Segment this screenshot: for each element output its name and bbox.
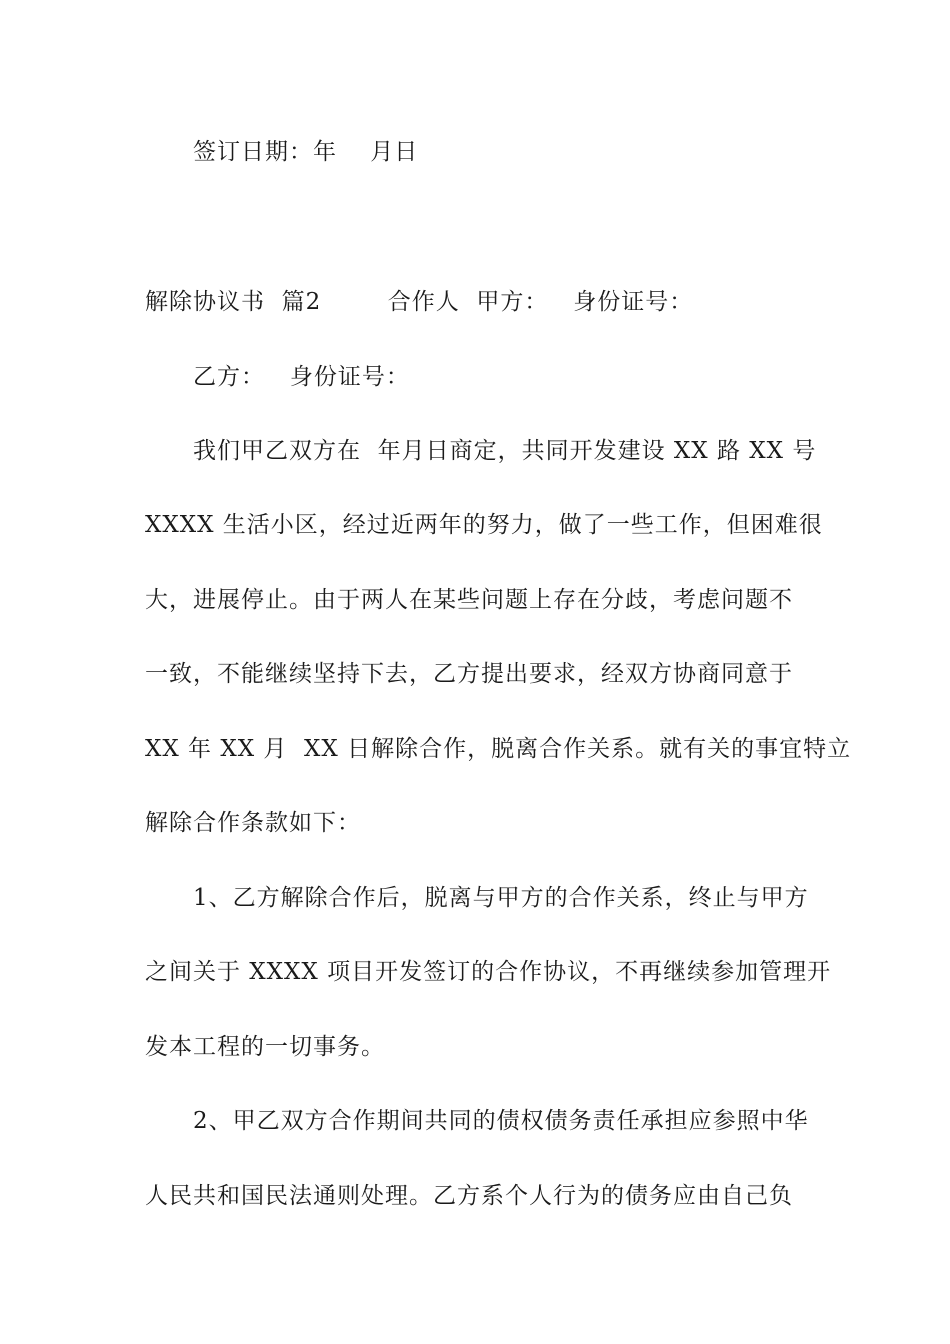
clause-1-line: 发本工程的一切事务。: [145, 1034, 385, 1060]
body-paragraph-line: 大，进展停止。由于两人在某些问题上存在分歧，考虑问题不: [145, 587, 793, 613]
clause-1-line: 之间关于 XXXX 项目开发签订的合作协议，不再继续参加管理开: [145, 959, 832, 985]
body-paragraph-line: 解除合作条款如下：: [145, 810, 361, 836]
clause-2-line: 人民共和国民法通则处理。乙方系个人行为的债务应由自己负: [145, 1183, 793, 1209]
signing-date-line: 签订日期：年 月日: [193, 139, 419, 165]
clause-1-line: 1、乙方解除合作后，脱离与甲方的合作关系，终止与甲方: [193, 885, 809, 911]
body-paragraph-line: 我们甲乙双方在 年月日商定，共同开发建设 XX 路 XX 号: [193, 438, 817, 464]
party-b-line: 乙方： 身份证号：: [193, 364, 410, 390]
body-paragraph-line: XX 年 XX 月 XX 日解除合作，脱离合作关系。就有关的事宜特立: [145, 736, 852, 762]
agreement-heading-line: 解除协议书 篇2 合作人 甲方： 身份证号：: [145, 289, 694, 315]
clause-2-line: 2、甲乙双方合作期间共同的债权债务责任承担应参照中华: [193, 1108, 809, 1134]
body-paragraph-line: 一致，不能继续坚持下去，乙方提出要求，经双方协商同意于: [145, 661, 793, 687]
body-paragraph-line: XXXX 生活小区，经过近两年的努力，做了一些工作，但困难很: [145, 512, 823, 538]
